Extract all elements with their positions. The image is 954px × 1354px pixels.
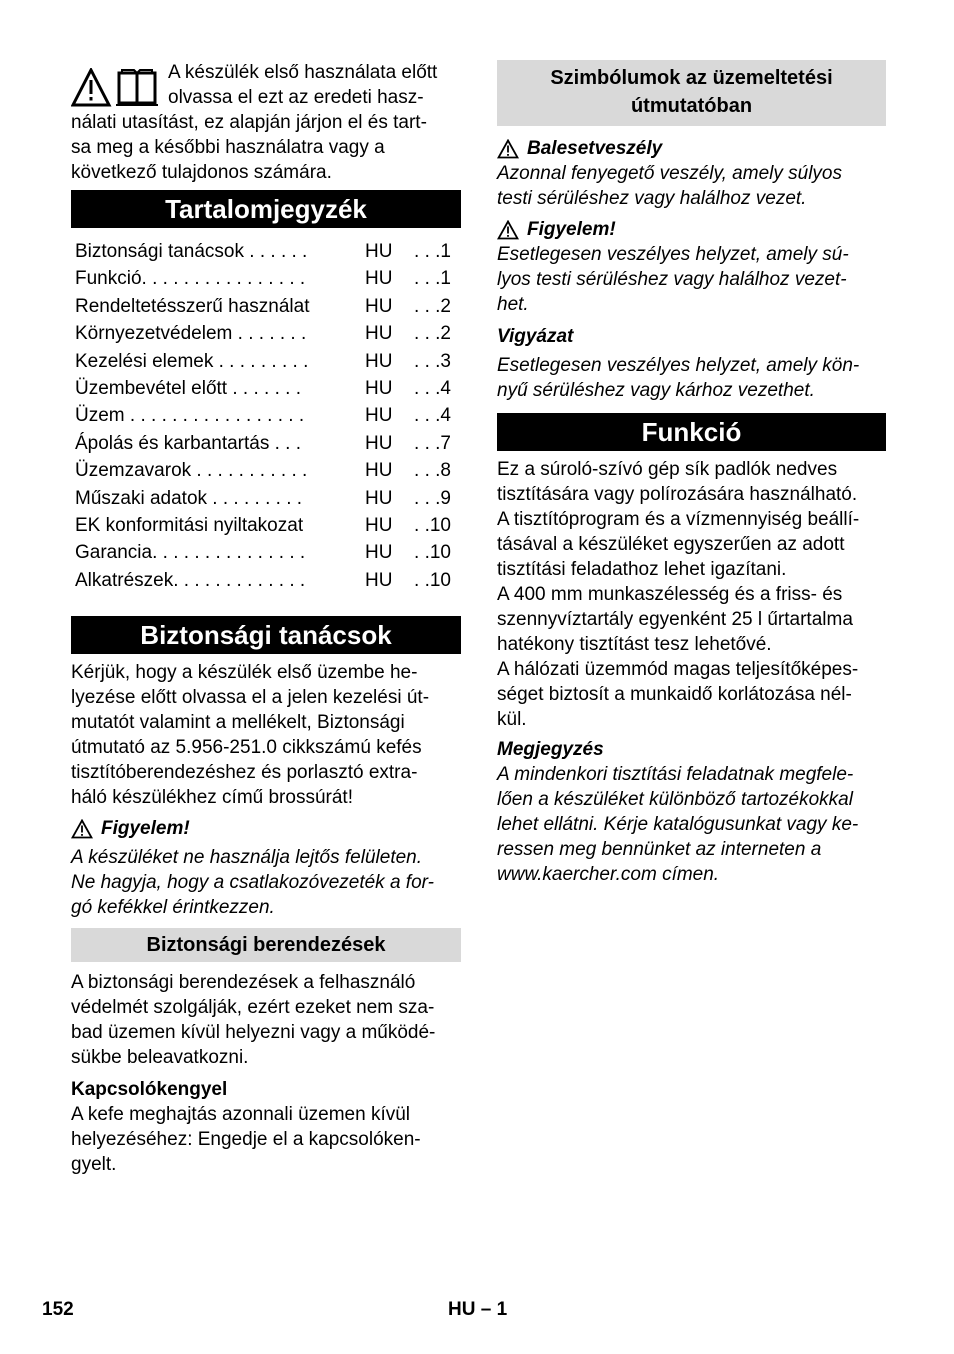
note-line: lehet ellátni. Kérje katalógusunkat vagy ke- — [497, 814, 859, 835]
safety-warning-line: Ne hagyja, hogy a csatlakozóvezeték a for- — [71, 872, 434, 894]
symbols-warning-line: Esetlegesen veszélyes helyzet, amely sú- — [497, 244, 849, 265]
danger-line: Azonnal fenyegető veszély, amely súlyos — [497, 163, 842, 184]
function-line: A hálózati üzemmód magas teljesítőképes- — [497, 659, 859, 680]
devices-line: A biztonsági berendezések a felhasználó — [71, 972, 416, 994]
toc-row — [71, 238, 461, 265]
toc-label: Funkció. . . . . . . . . . . . . . . . — [75, 268, 306, 290]
toc-label: Rendeltetésszerű használat — [75, 295, 310, 317]
toc-label: Alkatrészek. . . . . . . . . . . . . — [75, 569, 306, 591]
switch-line: gyelt. — [71, 1154, 117, 1176]
toc-label: Ápolás és karbantartás . . . — [75, 432, 302, 454]
switch-body — [71, 1102, 461, 1177]
safety-warning-body — [71, 845, 461, 920]
toc-label: Üzemzavarok . . . . . . . . . . . — [75, 460, 308, 482]
toc-lang: HU — [365, 542, 393, 564]
intro — [71, 60, 461, 185]
note-line: www.kaercher.com címen. — [497, 864, 720, 885]
caution-line: Esetlegesen veszélyes helyzet, amely kön- — [497, 355, 860, 376]
function-line: hatékony tisztítást tesz lehetővé. — [497, 634, 772, 655]
page-number: 152 — [42, 1299, 74, 1320]
switch-line: helyezéséhez: Engedje el a kapcsolóken- — [71, 1129, 421, 1151]
toc-lang: HU — [365, 241, 393, 262]
symbols-title — [497, 60, 886, 126]
toc-page: . .10 — [414, 542, 451, 564]
function-line: tisztítására vagy polírozására használható. — [497, 484, 858, 505]
note-body — [497, 762, 886, 887]
toc-lang: HU — [365, 377, 393, 399]
toc-lang: HU — [365, 460, 393, 482]
symbols-warning-body — [497, 242, 886, 317]
intro-line-4: sa meg a későbbi használatra vagy a — [71, 137, 385, 158]
left-column — [71, 60, 461, 1177]
toc-label: EK konformitási nyiltakozat — [75, 514, 304, 536]
caution-body — [497, 353, 886, 403]
note-line: lően a készüléket különböző tartozékokkal — [497, 789, 853, 810]
symbols-title-line: Szimbólumok az üzemeltetési — [550, 67, 833, 89]
safety-line: lyezése előtt olvassa el a jelen kezelési út- — [71, 687, 430, 709]
danger-body — [497, 161, 886, 211]
symbols-warning-line: het. — [497, 294, 529, 315]
function-line: kül. — [497, 709, 527, 730]
switch-line: A kefe meghajtás azonnali üzemen kívül — [71, 1104, 411, 1126]
function-line: tisztítási feladathoz lehet igazítani. — [497, 559, 787, 580]
toc-row — [71, 265, 461, 292]
toc-row — [71, 567, 461, 594]
danger-title: Balesetveszély — [527, 138, 663, 159]
footer-section: HU – 1 — [448, 1299, 508, 1320]
toc-page: . . .2 — [414, 323, 451, 345]
caution-title: Vigyázat — [497, 326, 574, 347]
note-line: A mindenkori tisztítási feladatnak megfele- — [497, 764, 854, 785]
safety-line: háló készülékhez című brossúrát! — [71, 787, 353, 809]
toc-row — [71, 293, 461, 320]
toc-row — [71, 375, 461, 402]
toc-page: . . .1 — [414, 268, 451, 290]
function-line: A 400 mm munkaszélesség és a friss- és — [497, 584, 843, 605]
toc-label: Biztonsági tanácsok . . . . . . — [75, 241, 308, 262]
toc-label: Üzembevétel előtt . . . . . . . — [75, 377, 301, 399]
toc-row — [71, 402, 461, 429]
symbols-warning-title: Figyelem! — [527, 219, 616, 240]
safety-body — [71, 660, 461, 810]
devices-line: védelmét szolgálják, ezért ezeket nem sza- — [71, 997, 435, 1019]
toc-title: Tartalomjegyzék — [71, 190, 461, 228]
function-line: A tisztítóprogram és a vízmennyiség beállí- — [497, 509, 860, 530]
safety-devices-body — [71, 970, 461, 1070]
warning-triangle-icon — [71, 819, 93, 839]
toc-label: Műszaki adatok . . . . . . . . . — [75, 487, 303, 509]
toc-row — [71, 539, 461, 566]
toc-lang: HU — [365, 405, 393, 427]
toc-lang: HU — [365, 432, 393, 454]
warning-triangle-icon — [497, 139, 519, 159]
safety-line: tisztítóberendezéshez és porlasztó extra- — [71, 762, 418, 784]
toc-page: . . .2 — [414, 295, 451, 317]
function-line: séget biztosít a munkaidő korlátozása nél- — [497, 684, 852, 705]
symbols-warning-heading — [497, 217, 886, 242]
toc-page: . .10 — [414, 514, 451, 536]
intro-line-5: következő tulajdonos számára. — [71, 162, 332, 183]
switch-title: Kapcsolókengyel — [71, 1079, 228, 1101]
toc-lang: HU — [365, 569, 393, 591]
warning-and-manual-icon — [71, 68, 161, 108]
safety-title: Biztonsági tanácsok — [71, 616, 461, 654]
toc-page: . . .8 — [414, 460, 451, 482]
toc-lang: HU — [365, 350, 393, 372]
toc-row — [71, 430, 461, 457]
safety-warning-line: A készüléket ne használja lejtős felületen. — [71, 847, 423, 869]
toc-page: . . .4 — [414, 405, 451, 427]
toc-label: Környezetvédelem . . . . . . . — [75, 323, 307, 345]
toc-row — [71, 457, 461, 484]
toc-page: . .10 — [414, 569, 451, 591]
function-title: Funkció — [497, 413, 886, 451]
note-title: Megjegyzés — [497, 739, 604, 760]
toc-page: . . .3 — [414, 350, 451, 372]
table-of-contents — [71, 238, 461, 594]
function-line: tásával a készüléket egyszerűen az adott — [497, 534, 845, 555]
function-line: Ez a súroló-szívó gép sík padlók nedves — [497, 459, 838, 480]
toc-page: . . .9 — [414, 487, 451, 509]
toc-row — [71, 320, 461, 347]
danger-heading — [497, 136, 886, 161]
toc-lang: HU — [365, 514, 393, 536]
safety-warning-heading — [71, 816, 461, 841]
right-column — [497, 60, 886, 887]
toc-page: . . .1 — [414, 241, 451, 262]
danger-line: testi sérüléshez vagy halálhoz vezet. — [497, 188, 807, 209]
toc-lang: HU — [365, 323, 393, 345]
toc-page: . . .4 — [414, 377, 451, 399]
toc-row — [71, 348, 461, 375]
toc-label: Kezelési elemek . . . . . . . . . — [75, 350, 309, 372]
intro-line-3: nálati utasítást, ez alapján járjon el és tart- — [71, 112, 427, 133]
note-line: ressen meg bennünket az interneten a — [497, 839, 822, 860]
intro-line-1: A készülék első használata előtt — [168, 62, 438, 83]
safety-line: útmutató az 5.956-251.0 cikkszámú kefés — [71, 737, 422, 759]
toc-page: . . .7 — [414, 432, 451, 454]
toc-label: Üzem . . . . . . . . . . . . . . . . . — [75, 405, 305, 427]
safety-devices-title: Biztonsági berendezések — [71, 928, 461, 962]
function-body — [497, 457, 886, 732]
symbols-warning-line: lyos testi sérüléshez vagy halálhoz vezet- — [497, 269, 847, 290]
safety-warning-title: Figyelem! — [101, 818, 190, 840]
toc-lang: HU — [365, 487, 393, 509]
toc-lang: HU — [365, 295, 393, 317]
function-line: szennyvíztartály egyenként 25 l űrtartalma — [497, 609, 853, 630]
toc-label: Garancia. . . . . . . . . . . . . . . — [75, 542, 306, 564]
caution-line: nyű sérüléshez vagy kárhoz vezethet. — [497, 380, 815, 401]
devices-line: sükbe beleavatkozni. — [71, 1047, 249, 1069]
safety-line: mutatót valamint a mellékelt, Biztonsági — [71, 712, 405, 734]
toc-row — [71, 512, 461, 539]
toc-lang: HU — [365, 268, 393, 290]
devices-line: bad üzemen kívül helyezni vagy a működé- — [71, 1022, 436, 1044]
safety-warning-line: gó kefékkel érintkezzen. — [71, 897, 275, 919]
intro-line-2: olvassa el ezt az eredeti hasz- — [168, 87, 424, 108]
warning-triangle-icon — [497, 220, 519, 240]
toc-row — [71, 485, 461, 512]
symbols-title-line: útmutatóban — [630, 95, 753, 117]
safety-line: Kérjük, hogy a készülék első üzembe he- — [71, 662, 418, 684]
